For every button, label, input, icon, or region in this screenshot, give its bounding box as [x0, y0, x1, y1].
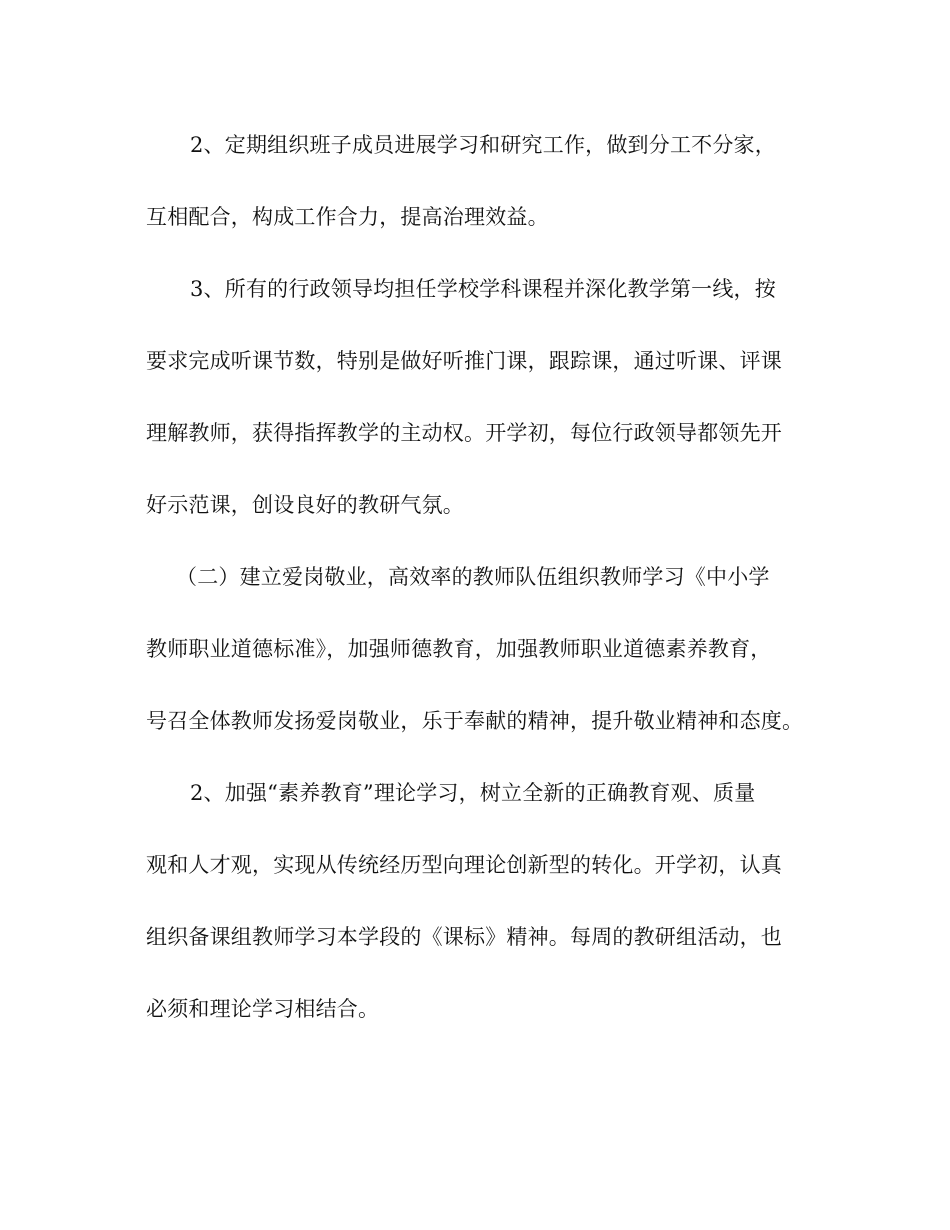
- text-line: 互相配合，构成工作合力，提高治理效益。: [146, 205, 549, 229]
- text-line: 好示范课，创设良好的教研气氛。: [146, 493, 464, 517]
- text-line: 必须和理论学习相结合。: [146, 997, 380, 1021]
- text-line: 要求完成听课节数，特别是做好听推门课，跟踪课，通过听课、评课: [146, 349, 782, 373]
- text-line: （二）建立爱岗敬业，高效率的教师队伍组织教师学习《中小学: [176, 565, 770, 589]
- text-line: 号召全体教师发扬爱岗敬业，乐于奉献的精神，提升敬业精神和态度。: [146, 709, 804, 733]
- text-line: 3、所有的行政领导均担任学校学科课程并深化教学第一线，按: [190, 277, 776, 301]
- text-line: 2、加强“素养教育”理论学习，树立全新的正确教育观、质量: [190, 781, 756, 805]
- text-line: 2、定期组织班子成员进展学习和研究工作，做到分工不分家，: [190, 133, 776, 157]
- text-line: 理解教师，获得指挥教学的主动权。开学初，每位行政领导都领先开: [146, 421, 782, 445]
- text-line: 教师职业道德标准》，加强师德教育，加强教师职业道德素养教育，: [146, 637, 772, 661]
- text-line: 观和人才观，实现从传统经历型向理论创新型的转化。开学初，认真: [146, 853, 782, 877]
- text-line: 组织备课组教师学习本学段的《课标》精神。每周的教研组活动，也: [146, 925, 782, 949]
